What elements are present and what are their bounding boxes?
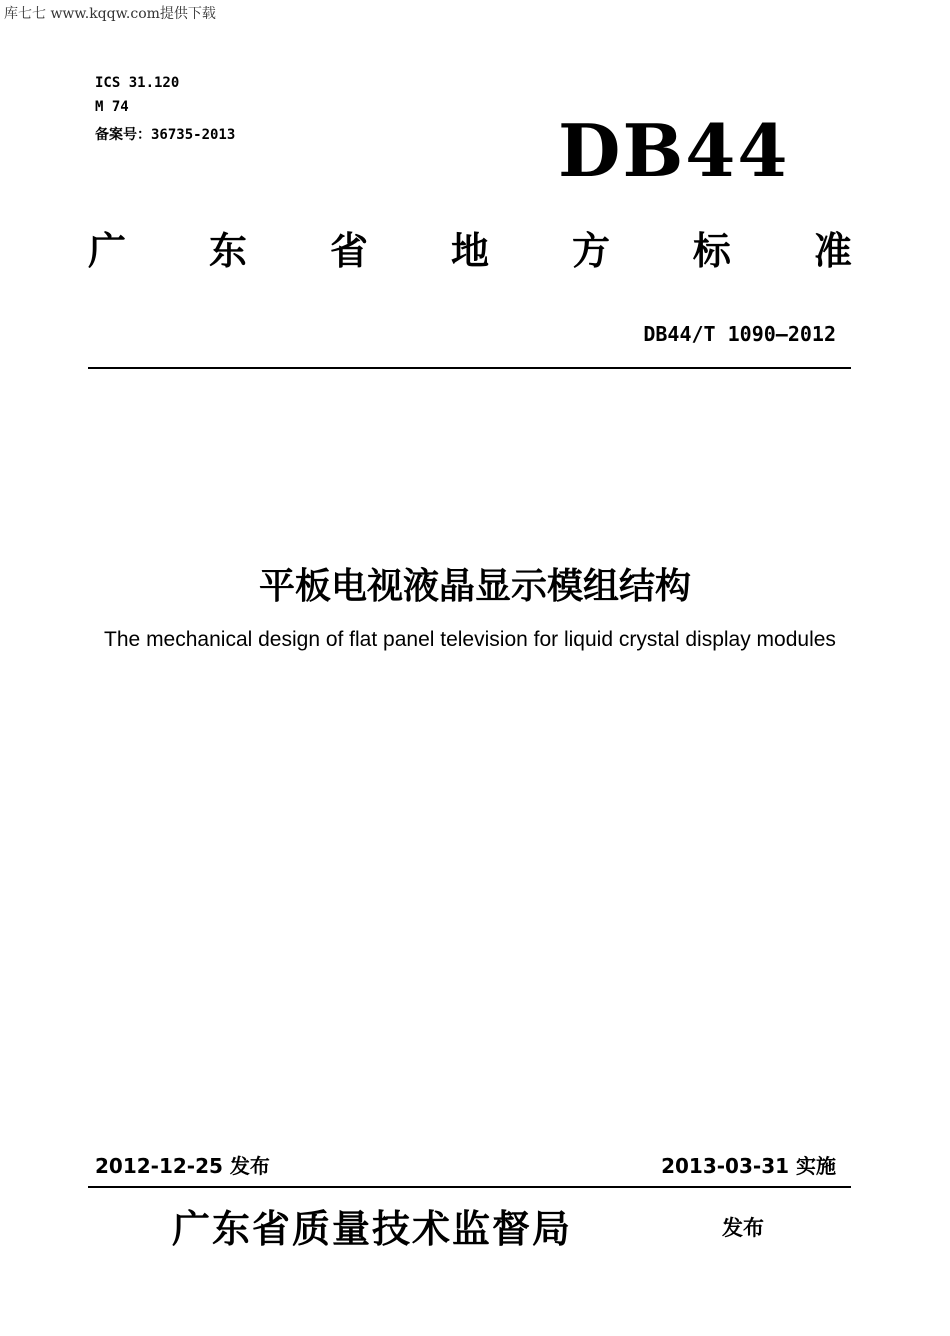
issuing-authority: 广东省质量技术监督局 [172,1206,573,1251]
top-divider [88,367,851,369]
implementation-date: 2013-03-31 实施 [661,1154,836,1178]
ics-code: ICS 31.120 [95,75,180,91]
standard-type-char: 东 [208,229,247,273]
document-title-en: The mechanical design of flat panel television for liquid crystal display modules [104,628,836,651]
watermark-text: 库七七 www.kqqw.com提供下载 [4,6,216,22]
standard-type-char: 方 [571,229,610,273]
standard-type-char: 准 [813,229,852,273]
classification-code: M 74 [95,99,129,115]
standard-type-char: 广 [88,229,127,273]
standard-type-char: 省 [329,229,368,273]
bottom-divider [88,1186,851,1188]
standard-type-char: 地 [450,229,489,273]
standard-type-char: 标 [692,229,731,273]
issue-date: 2012-12-25 发布 [95,1154,270,1178]
issuing-action: 发布 [722,1216,764,1240]
standard-number: DB44/T 1090—2012 [643,322,836,346]
document-title-zh: 平板电视液晶显示模组结构 [258,566,691,607]
record-number: 备案号：36735-2013 [95,127,236,143]
standard-type-heading [88,220,852,275]
standard-logo: DB44 [558,108,790,193]
